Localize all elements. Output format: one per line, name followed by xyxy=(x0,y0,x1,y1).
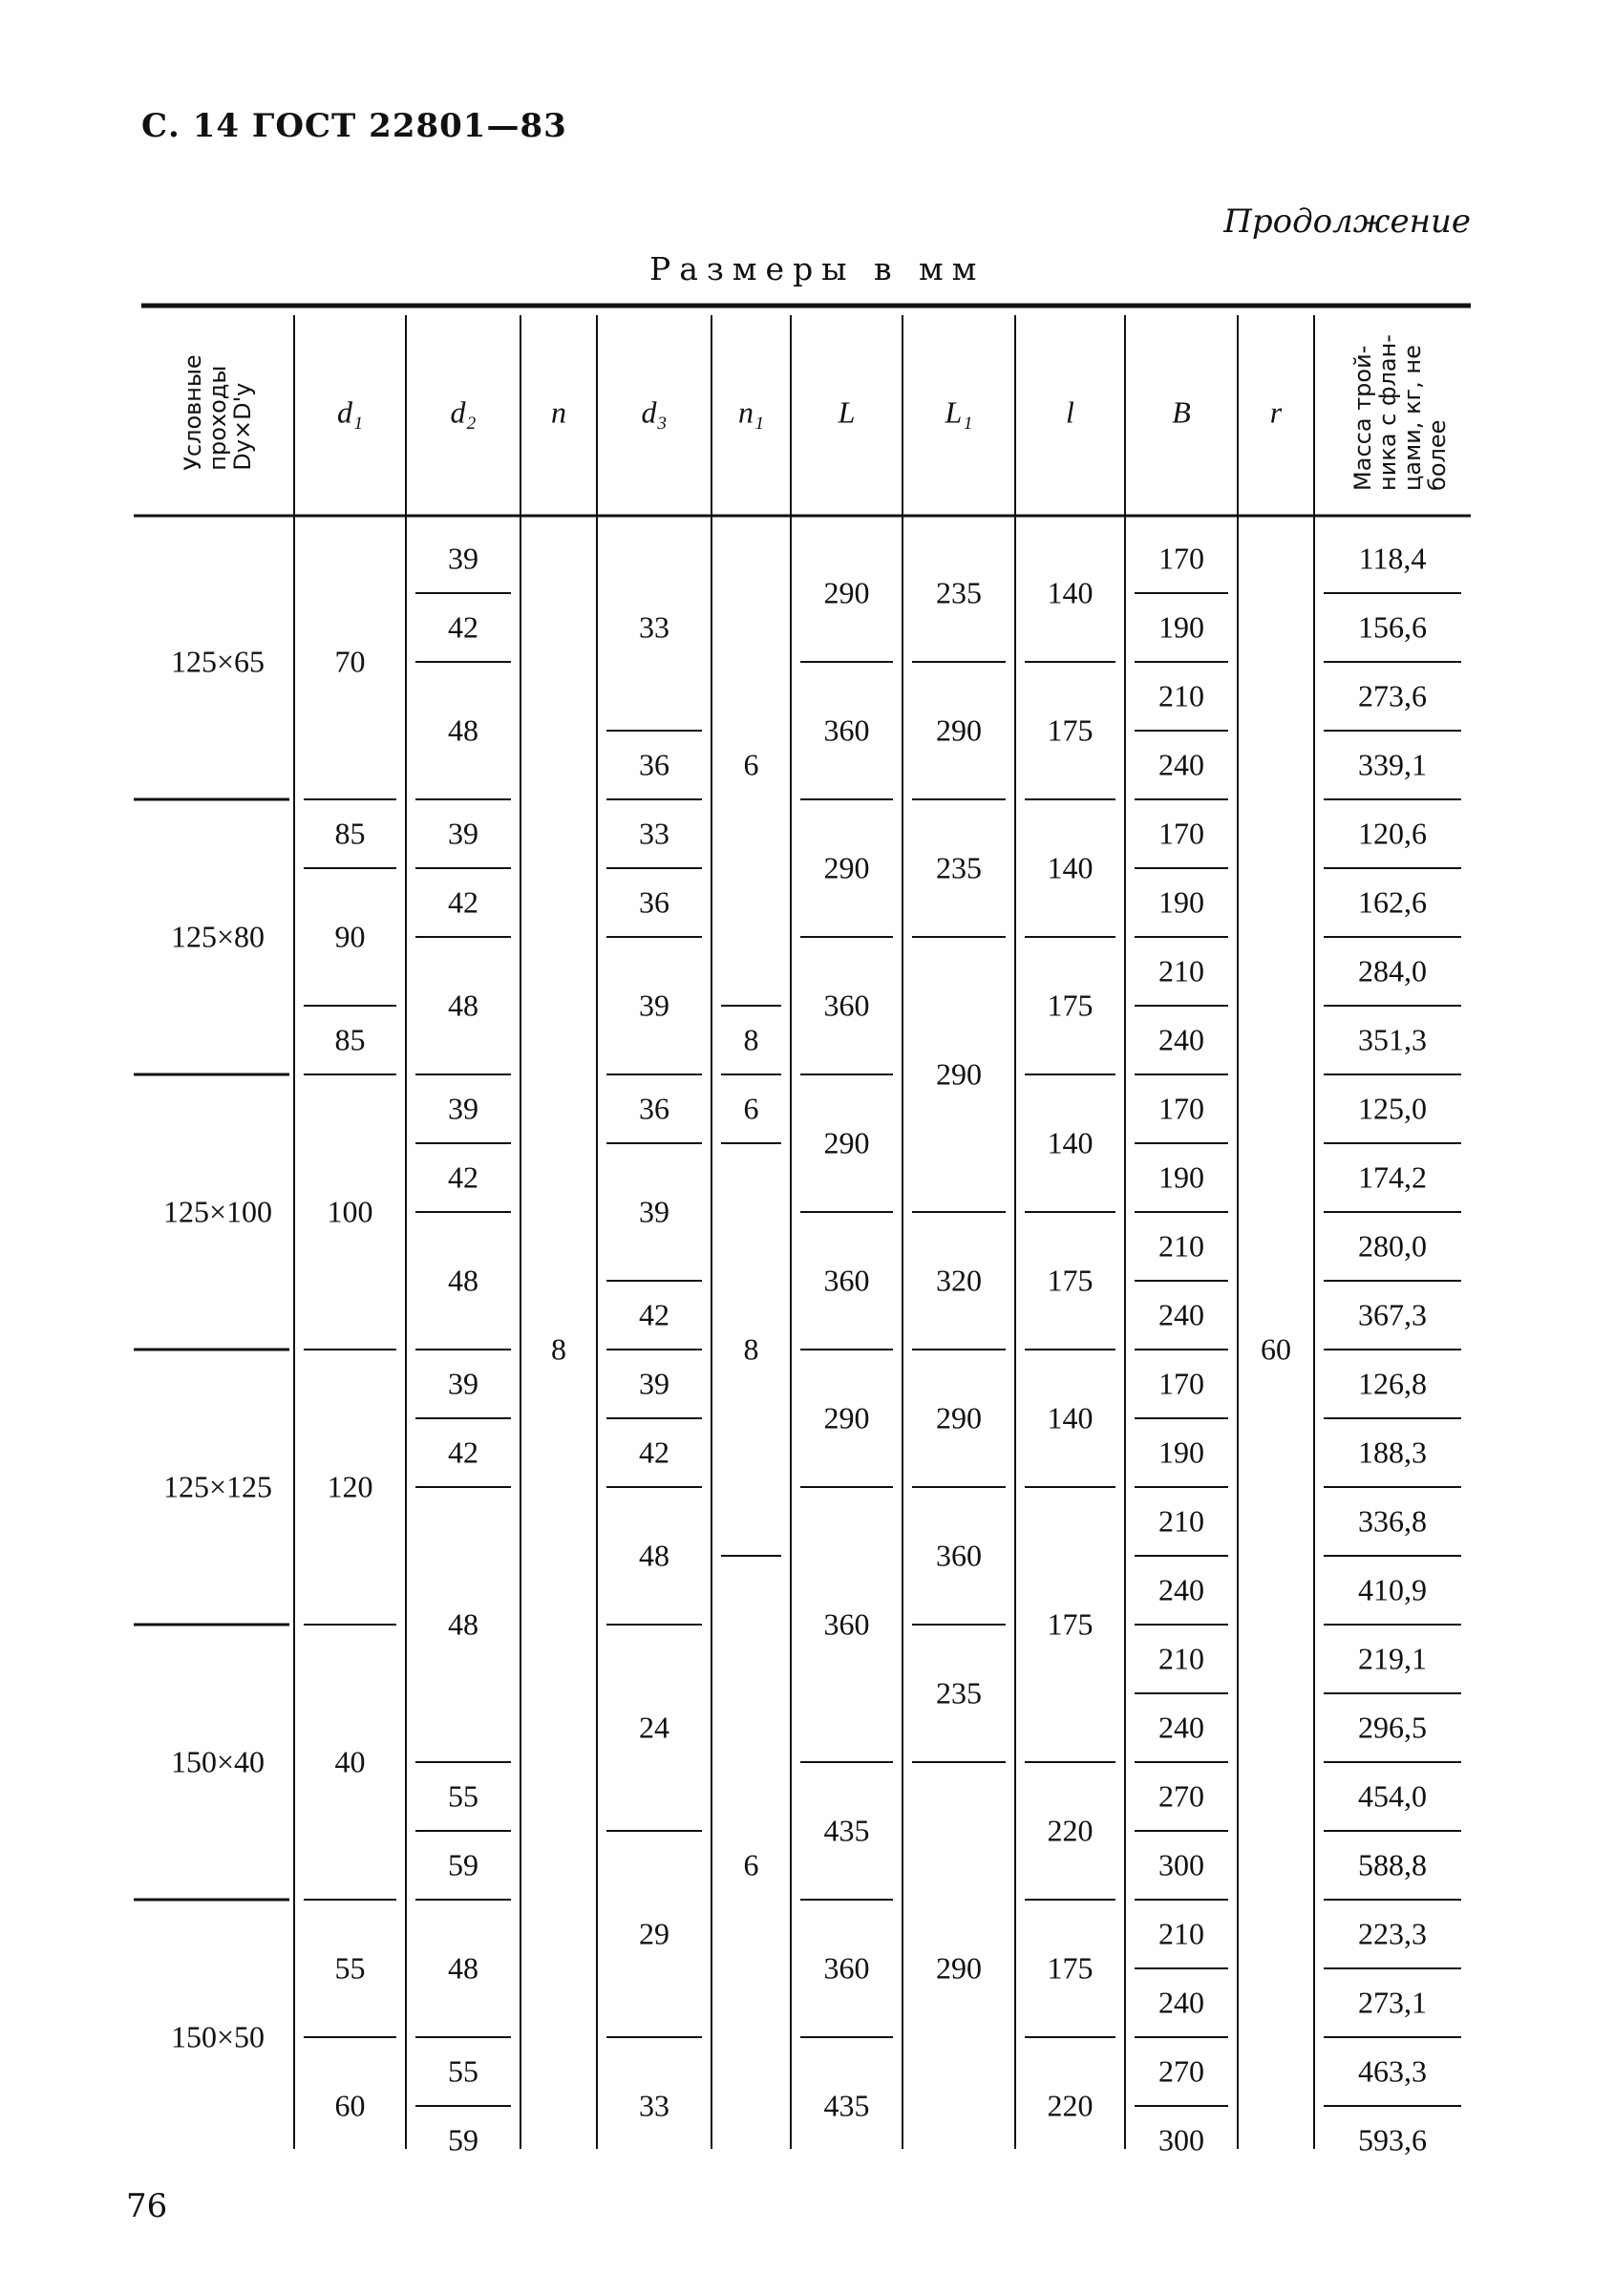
cell-d3_values: 42 xyxy=(639,1435,669,1470)
cell-L_values: 360 xyxy=(823,712,870,748)
cell-B_values: 210 xyxy=(1158,1641,1204,1676)
cell-d3_values: 42 xyxy=(639,1297,669,1332)
cell-d3_values: 48 xyxy=(639,1538,669,1573)
cell-l_values: 220 xyxy=(1047,2088,1094,2123)
cell-n1_values: 8 xyxy=(743,1022,759,1057)
cell-B_values: 240 xyxy=(1158,1572,1204,1607)
cell-l_values: 175 xyxy=(1047,988,1094,1023)
cell-mass_values: 188,3 xyxy=(1358,1435,1427,1470)
cell-B_values: 210 xyxy=(1158,953,1204,989)
continuation-label: Продолжение xyxy=(1223,202,1471,241)
nominal-bore-value: 125×100 xyxy=(162,1194,273,1229)
cell-d1_values: 100 xyxy=(327,1194,373,1229)
cell-d2_values: 59 xyxy=(448,2122,478,2158)
cell-L_values: 360 xyxy=(823,1950,870,1986)
cell-L_values: 360 xyxy=(823,988,870,1023)
cell-L_values: 360 xyxy=(823,1606,870,1642)
column-header-n1: n₁ xyxy=(737,394,765,430)
cell-d2_values: 55 xyxy=(448,2053,478,2089)
cell-l_values: 175 xyxy=(1047,1950,1094,1986)
cell-mass_values: 463,3 xyxy=(1358,2053,1427,2089)
cell-d1_values: 70 xyxy=(334,644,366,679)
cell-L1_values: 290 xyxy=(936,1056,982,1092)
cell-mass_values: 336,8 xyxy=(1358,1503,1427,1539)
cell-L1_values: 290 xyxy=(936,1400,982,1435)
units-caption: Размеры в мм xyxy=(649,250,986,287)
cell-L_values: 435 xyxy=(823,1813,870,1848)
cell-d1_values: 40 xyxy=(334,1744,366,1779)
cell-B_values: 170 xyxy=(1158,816,1204,851)
cell-B_values: 300 xyxy=(1158,1847,1204,1882)
cell-d2_values: 39 xyxy=(448,541,478,576)
cell-d3_values: 39 xyxy=(639,1194,669,1229)
cell-l_values: 220 xyxy=(1047,1813,1094,1848)
cell-d2_values: 39 xyxy=(448,1091,478,1126)
page-header: С. 14 ГОСТ 22801—83 xyxy=(141,107,567,145)
cell-d3_values: 36 xyxy=(639,747,669,782)
cell-B_values: 190 xyxy=(1158,1159,1204,1195)
cell-d2_values: 42 xyxy=(448,884,478,920)
cell-L1_values: 290 xyxy=(936,1950,982,1986)
cell-mass_values: 162,6 xyxy=(1358,884,1427,920)
cell-L_values: 290 xyxy=(823,850,870,885)
cell-B_values: 170 xyxy=(1158,541,1204,576)
cell-mass_values: 296,5 xyxy=(1358,1710,1427,1745)
cell-L_values: 290 xyxy=(823,1125,870,1160)
nominal-bore-value: 150×50 xyxy=(170,2019,265,2054)
cell-B_values: 270 xyxy=(1158,1778,1204,1814)
cell-l_values: 140 xyxy=(1047,850,1094,885)
cell-B_values: 170 xyxy=(1158,1366,1204,1401)
cell-mass_values: 454,0 xyxy=(1358,1778,1427,1814)
cell-d2_values: 48 xyxy=(448,988,478,1023)
cell-L_values: 360 xyxy=(823,1263,870,1298)
column-header-d2: d₂ xyxy=(450,394,477,430)
cell-l_values: 140 xyxy=(1047,1400,1094,1435)
nominal-bore-value: 125×65 xyxy=(170,644,265,679)
cell-mass_values: 410,9 xyxy=(1358,1572,1427,1607)
cell-B_values: 210 xyxy=(1158,1916,1204,1951)
cell-d3_values: 33 xyxy=(639,816,669,851)
cell-d2_values: 59 xyxy=(448,1847,478,1882)
column-header-r: r xyxy=(1269,394,1283,430)
cell-d3_values: 36 xyxy=(639,884,669,920)
page-number: 76 xyxy=(126,2187,168,2225)
cell-mass_values: 126,8 xyxy=(1358,1366,1427,1401)
cell-B_values: 190 xyxy=(1158,609,1204,645)
cell-d2_values: 48 xyxy=(448,1263,478,1298)
column-header-mass-line: цами, кг, не xyxy=(1399,345,1426,491)
cell-d1_values: 85 xyxy=(334,816,366,851)
column-header-d3: d₃ xyxy=(641,394,668,430)
cell-d3_values: 36 xyxy=(639,1091,669,1126)
cell-L_values: 290 xyxy=(823,1400,870,1435)
cell-mass_values: 339,1 xyxy=(1358,747,1427,782)
cell-L_values: 435 xyxy=(823,2088,870,2123)
cell-B_values: 240 xyxy=(1158,1985,1204,2020)
cell-mass_values: 125,0 xyxy=(1358,1091,1427,1126)
cell-d2_values: 42 xyxy=(448,1159,478,1195)
column-header-d1: d₁ xyxy=(336,394,364,430)
cell-n1_values: 6 xyxy=(743,747,759,782)
cell-B_values: 210 xyxy=(1158,1503,1204,1539)
cell-L1_values: 235 xyxy=(936,575,982,610)
cell-d2_values: 39 xyxy=(448,1366,478,1401)
column-header-nominal-bores-line: Dy×D'y xyxy=(229,382,256,471)
column-header-mass xyxy=(1350,334,1450,491)
cell-mass_values: 367,3 xyxy=(1358,1297,1427,1332)
cell-d3_values: 33 xyxy=(639,609,669,645)
cell-mass_values: 223,3 xyxy=(1358,1916,1427,1951)
column-header-nominal-bores xyxy=(181,354,255,470)
column-header-mass-line: ника с флан- xyxy=(1374,334,1401,491)
cell-mass_values: 219,1 xyxy=(1358,1641,1427,1676)
cell-L_values: 290 xyxy=(823,575,870,610)
column-header-l: l xyxy=(1066,394,1074,430)
cell-d2_values: 48 xyxy=(448,1950,478,1986)
cell-L1_values: 360 xyxy=(936,1538,982,1573)
cell-B_values: 190 xyxy=(1158,1435,1204,1470)
cell-d1_values: 120 xyxy=(327,1469,373,1504)
cell-mass_values: 118,4 xyxy=(1358,541,1427,576)
cell-d3_values: 24 xyxy=(639,1710,669,1745)
cell-d1_values: 90 xyxy=(334,919,366,954)
cell-d2_values: 48 xyxy=(448,712,478,748)
cell-mass_values: 284,0 xyxy=(1358,953,1427,989)
cell-r_values: 60 xyxy=(1261,1331,1291,1367)
cell-d2_values: 42 xyxy=(448,1435,478,1470)
cell-mass_values: 593,6 xyxy=(1358,2122,1427,2158)
cell-d1_values: 60 xyxy=(334,2088,366,2123)
cell-l_values: 175 xyxy=(1047,1263,1094,1298)
cell-B_values: 240 xyxy=(1158,747,1204,782)
cell-mass_values: 280,0 xyxy=(1358,1228,1427,1264)
cell-B_values: 270 xyxy=(1158,2053,1204,2089)
column-header-mass-line: Масса трой- xyxy=(1349,345,1376,491)
nominal-bore-value: 125×125 xyxy=(162,1469,273,1504)
cell-L1_values: 290 xyxy=(936,712,982,748)
cell-B_values: 190 xyxy=(1158,884,1204,920)
cell-d3_values: 29 xyxy=(639,1916,669,1951)
cell-d1_values: 55 xyxy=(334,1950,366,1986)
column-header-n: n xyxy=(551,394,566,430)
cell-L1_values: 235 xyxy=(936,1675,982,1711)
cell-l_values: 175 xyxy=(1047,1606,1094,1642)
cell-d2_values: 42 xyxy=(448,609,478,645)
cell-n1_values: 6 xyxy=(743,1847,759,1882)
nominal-bore-value: 125×80 xyxy=(170,919,265,954)
cell-B_values: 210 xyxy=(1158,678,1204,713)
column-header-mass-line: более xyxy=(1424,419,1451,491)
column-header-nominal-bores-line: Условные xyxy=(180,354,206,471)
cell-d3_values: 39 xyxy=(639,988,669,1023)
nominal-bore-value: 150×40 xyxy=(170,1744,265,1779)
cell-B_values: 210 xyxy=(1158,1228,1204,1264)
cell-L1_values: 320 xyxy=(936,1263,982,1298)
cell-d2_values: 55 xyxy=(448,1778,478,1814)
cell-l_values: 140 xyxy=(1047,575,1094,610)
cell-mass_values: 351,3 xyxy=(1358,1022,1427,1057)
cell-B_values: 170 xyxy=(1158,1091,1204,1126)
cell-B_values: 240 xyxy=(1158,1022,1204,1057)
cell-d2_values: 48 xyxy=(448,1606,478,1642)
cell-mass_values: 273,1 xyxy=(1358,1985,1427,2020)
cell-d1_values: 85 xyxy=(334,1022,366,1057)
cell-B_values: 300 xyxy=(1158,2122,1204,2158)
column-header-B: B xyxy=(1172,394,1191,430)
cell-n_values: 8 xyxy=(551,1331,566,1367)
cell-d3_values: 39 xyxy=(639,1366,669,1401)
cell-mass_values: 156,6 xyxy=(1358,609,1427,645)
column-header-L: L xyxy=(838,394,856,430)
cell-mass_values: 174,2 xyxy=(1358,1159,1427,1195)
cell-L1_values: 235 xyxy=(936,850,982,885)
cell-l_values: 140 xyxy=(1047,1125,1094,1160)
cell-d2_values: 39 xyxy=(448,816,478,851)
column-header-L1: L₁ xyxy=(945,394,973,430)
cell-B_values: 240 xyxy=(1158,1297,1204,1332)
cell-n1_values: 8 xyxy=(743,1331,759,1367)
cell-mass_values: 588,8 xyxy=(1358,1847,1427,1882)
cell-l_values: 175 xyxy=(1047,712,1094,748)
cell-mass_values: 120,6 xyxy=(1358,816,1427,851)
cell-B_values: 240 xyxy=(1158,1710,1204,1745)
column-header-nominal-bores-line: проходы xyxy=(204,365,231,471)
cell-mass_values: 273,6 xyxy=(1358,678,1427,713)
cell-n1_values: 6 xyxy=(743,1091,759,1126)
cell-d3_values: 33 xyxy=(639,2088,669,2123)
